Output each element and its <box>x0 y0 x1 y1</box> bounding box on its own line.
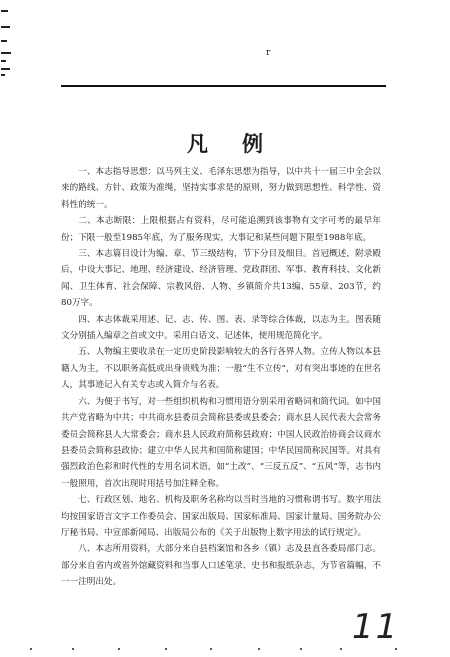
guideline-paragraph-1: 一、本志指导思想：以马列主义、毛泽东思想为指导，以中共十一届三中全会以来的路线、方针、政策为准绳，坚持实事求是的原则，努力做到思想性、科学性、资料性的统一。 <box>61 167 381 210</box>
guideline-paragraph-8: 八、本志所用资料，大部分来自县档案馆和各乡（镇）志及县直各委局部门志。部分来自省内或省外馆藏资料和当事人口述笔录、史书和报纸杂志，为节省篇幅，不一一注明出处。 <box>61 544 381 588</box>
header-rule <box>61 85 386 87</box>
handwritten-page-number: 11 <box>352 607 400 647</box>
page-title <box>0 128 450 158</box>
guidelines-body <box>61 164 381 591</box>
guideline-paragraph-3: 三、本志篇目设计为编、章、节三级结构，节下分目及细目。首冠概述，附录殿后，中设大事记、地理、经济建设、经济管理、党政群团、军事、教育科技、文化新闻、卫生体育、社会保障、宗教风俗、人物、乡镇简介共13编、55章、203节，约80万字。 <box>61 249 381 309</box>
title-char-2: 例 <box>242 131 263 156</box>
guideline-paragraph-2: 二、本志断限：上限根据占有资料，尽可能追溯到该事物有文字可考的最早年份；下限一般至1985年底，为了服务现实，大事记和某些问题下限至1988年底。 <box>61 216 381 243</box>
guideline-paragraph-5: 五、人物编主要收录在一定历史阶段影响较大的各行各界人物。立传人物以本县籍人为主，不以职务高低或出身贵贱为准；一般“生不立传”，对有突出事迹的在世名人，其事迹记入有关专志或入简介与名表。 <box>61 347 381 391</box>
scan-edge-specks <box>0 640 450 657</box>
corner-mark: r <box>266 48 271 58</box>
guideline-paragraph-4: 四、本志体裁采用述、记、志、传、图、表、录等综合体裁，以志为主。图表随文分别插入编章之首或文中。采用白话文、记述体，使用规范简化字。 <box>61 314 381 342</box>
binding-edge-marks <box>0 0 12 657</box>
guideline-paragraph-7: 七、行政区划、地名、机构及职务名称均以当时当地的习惯称谓书写。数字用法均按国家语言文字工作委员会、国家出版局、国家标准局、国家计量局、国务院办公厅秘书局、中宣部新闻局、出版局公布的《关于出版物上数字用法的试行规定》。 <box>61 495 381 538</box>
title-char-1: 凡 <box>187 131 208 156</box>
guideline-paragraph-6: 六、为便于书写，对一些组织机构和习惯用语分别采用省略词和简代词。如中国共产党省略为中共；中共商水县委员会简称县委或县委会；商水县人民代表大会常务委员会简称县人大常委会；商水县人民政府简称县政府；中国人民政治协商会议商水县委员会简称县政协；建立中华人民共和国简称建国；中华民国简称民国等。对具有强烈政治色彩和时代性的专用名词术语，如“土改”、“三反五反”、“五风”等，志书内一般照用，首次出现时用括号加注释全称。 <box>61 396 381 489</box>
